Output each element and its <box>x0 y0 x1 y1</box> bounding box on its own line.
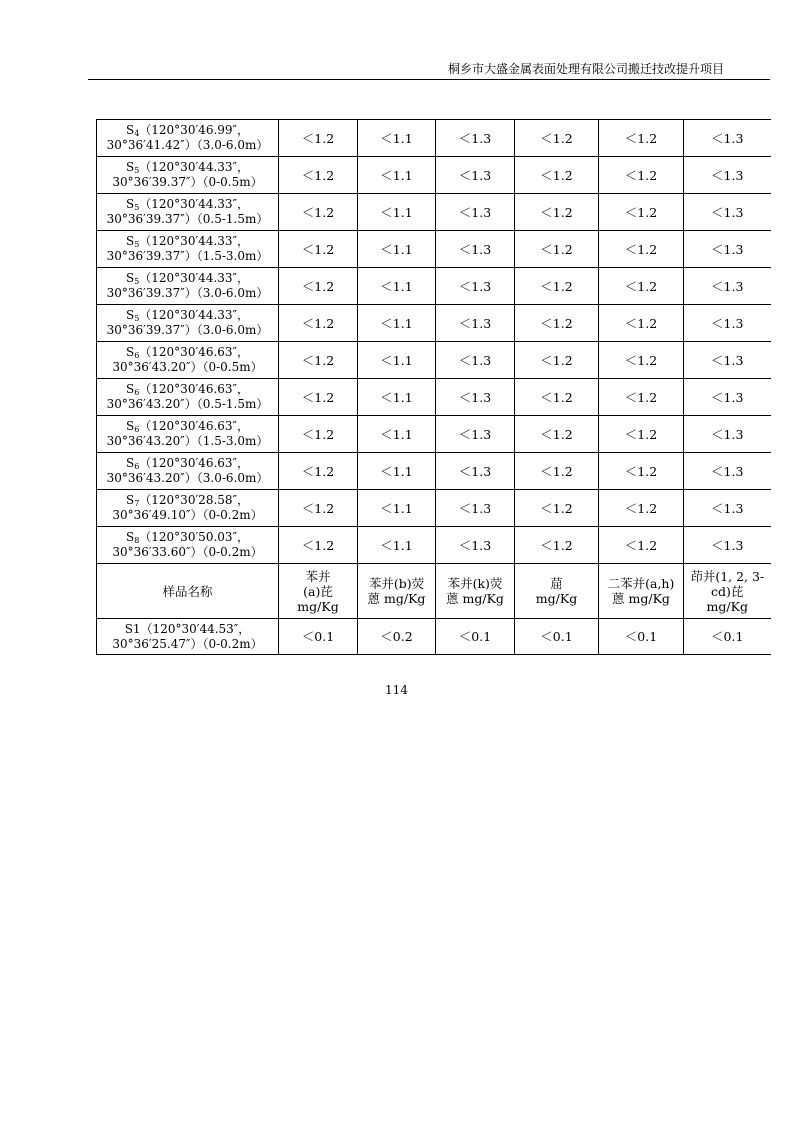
sample-coordinate-east: （120°30′46.63″， <box>139 456 250 470</box>
sample-location-line1 <box>97 123 278 138</box>
value-cell: ＜1.3 <box>684 120 771 157</box>
sample-id: S <box>125 456 135 470</box>
sample-id-subscript: 5 <box>134 166 140 175</box>
sample-location-line1 <box>97 530 278 545</box>
sample-id: S <box>125 271 135 285</box>
value-cell: ＜1.2 <box>599 120 684 157</box>
value-cell: ＜1.3 <box>436 453 515 490</box>
sample-coordinate-east: （120°30′44.33″， <box>139 271 250 285</box>
value-cell: ＜1.2 <box>279 416 358 453</box>
value-cell: ＜1.3 <box>436 416 515 453</box>
sample-coordinate-east: （120°30′50.03″， <box>139 530 250 544</box>
column-header-row <box>97 564 771 619</box>
table-row <box>97 268 771 305</box>
table-row <box>97 490 771 527</box>
value-cell: ＜1.2 <box>279 120 358 157</box>
value-cell: ＜1.3 <box>436 231 515 268</box>
table-row <box>97 619 771 655</box>
value-cell: ＜1.3 <box>436 268 515 305</box>
sample-location-line1 <box>97 382 278 397</box>
column-header <box>515 564 599 619</box>
page-header <box>88 57 770 80</box>
table-row <box>97 342 771 379</box>
sample-location-line2: 30°36′41.42″）（3.0-6.0m） <box>106 138 269 152</box>
value-cell: ＜1.3 <box>436 527 515 564</box>
column-header-line: 蒽 mg/Kg <box>446 591 504 606</box>
column-header-line: mg/Kg <box>706 598 748 614</box>
sample-location-cell <box>97 619 279 655</box>
value-cell: ＜1.3 <box>684 527 771 564</box>
column-header <box>684 564 771 619</box>
sample-location-line1 <box>97 197 278 212</box>
value-cell: ＜1.2 <box>279 305 358 342</box>
sample-id-subscript: 5 <box>134 240 140 249</box>
column-header-line: 二苯并(a,h) <box>607 576 675 591</box>
sample-location-cell <box>97 490 279 527</box>
sample-id: S <box>125 197 135 211</box>
sample-coordinate-east: （120°30′28.58″， <box>139 493 250 507</box>
value-cell: ＜1.2 <box>279 268 358 305</box>
sample-coordinate-east: （120°30′44.33″， <box>139 234 250 248</box>
sample-location-cell <box>97 527 279 564</box>
sample-id-subscript: 6 <box>134 351 140 360</box>
value-cell: ＜1.3 <box>684 157 771 194</box>
value-cell: ＜1.2 <box>599 268 684 305</box>
results-table <box>96 119 771 655</box>
value-cell: ＜1.1 <box>358 379 436 416</box>
sample-location-cell <box>97 120 279 157</box>
table-row <box>97 157 771 194</box>
value-cell: ＜1.2 <box>279 194 358 231</box>
sample-name-header: 样品名称 <box>97 564 279 619</box>
sample-location-line2: 30°36′43.20″）（0-0.5m） <box>112 360 263 374</box>
value-cell: ＜1.3 <box>684 490 771 527</box>
table-row <box>97 194 771 231</box>
value-cell: ＜1.2 <box>599 231 684 268</box>
sample-location-line2: 30°36′43.20″）（0.5-1.5m） <box>106 397 269 411</box>
column-header <box>599 564 684 619</box>
value-cell: ＜0.2 <box>358 619 436 655</box>
sample-id-subscript: 6 <box>134 462 140 471</box>
value-cell: ＜1.1 <box>358 268 436 305</box>
value-cell: ＜1.3 <box>684 305 771 342</box>
column-header-line: mg/Kg <box>535 591 578 606</box>
sample-coordinate-east: （120°30′46.63″， <box>139 419 250 433</box>
sample-location-line1 <box>97 160 278 175</box>
sample-coordinate-east: （120°30′44.33″， <box>139 160 250 174</box>
value-cell: ＜1.1 <box>358 305 436 342</box>
value-cell: ＜1.3 <box>684 268 771 305</box>
sample-location-line2: 30°36′39.37″）（1.5-3.0m） <box>106 249 269 263</box>
sample-location-line1 <box>97 493 278 508</box>
sample-location-cell <box>97 231 279 268</box>
sample-location-line1 <box>97 308 278 323</box>
value-cell: ＜1.2 <box>599 194 684 231</box>
value-cell: ＜1.3 <box>436 194 515 231</box>
table-row <box>97 416 771 453</box>
table-row <box>97 527 771 564</box>
value-cell: ＜1.1 <box>358 342 436 379</box>
column-header <box>358 564 436 619</box>
sample-location-cell <box>97 268 279 305</box>
sample-id: S <box>125 123 135 137</box>
sample-id-subscript: 5 <box>134 314 140 323</box>
column-header-line: 茚并(1, 2, 3- <box>690 568 765 584</box>
column-header-line: 蒽 mg/Kg <box>612 591 670 606</box>
value-cell: ＜0.1 <box>599 619 684 655</box>
sample-location-line1 <box>97 234 278 249</box>
value-cell: ＜1.2 <box>599 416 684 453</box>
sample-location-line2: 30°36′39.37″）（3.0-6.0m） <box>106 286 269 300</box>
value-cell: ＜1.3 <box>684 194 771 231</box>
value-cell: ＜1.2 <box>599 527 684 564</box>
value-cell: ＜1.2 <box>279 231 358 268</box>
sample-location-line2: 30°36′43.20″）（1.5-3.0m） <box>106 434 269 448</box>
table-body <box>97 120 771 655</box>
sample-location-line1: S1（120°30′44.53″， <box>124 621 251 636</box>
value-cell: ＜1.3 <box>684 416 771 453</box>
value-cell: ＜1.2 <box>515 305 599 342</box>
sample-id-subscript: 8 <box>134 536 140 545</box>
value-cell: ＜1.2 <box>515 453 599 490</box>
value-cell: ＜1.2 <box>279 379 358 416</box>
table-row <box>97 379 771 416</box>
sample-id-subscript: 7 <box>134 499 140 508</box>
sample-location-cell <box>97 453 279 490</box>
sample-location-cell <box>97 416 279 453</box>
table-row <box>97 231 771 268</box>
sample-location-line1 <box>97 419 278 434</box>
value-cell: ＜1.2 <box>279 157 358 194</box>
value-cell: ＜1.1 <box>358 157 436 194</box>
value-cell: ＜1.3 <box>436 379 515 416</box>
value-cell: ＜1.1 <box>358 194 436 231</box>
sample-location-cell <box>97 305 279 342</box>
value-cell: ＜1.2 <box>515 416 599 453</box>
sample-id-subscript: 4 <box>134 129 140 138</box>
value-cell: ＜1.1 <box>358 527 436 564</box>
column-header <box>436 564 515 619</box>
sample-location-line2: 30°36′43.20″）（3.0-6.0m） <box>106 471 269 485</box>
column-header-line: cd)芘 <box>711 583 744 599</box>
value-cell: ＜1.3 <box>684 453 771 490</box>
value-cell: ＜1.2 <box>515 231 599 268</box>
value-cell: ＜1.1 <box>358 231 436 268</box>
column-header <box>279 564 358 619</box>
header-title: 桐乡市大盛金属表面处理有限公司搬迁技改提升项目 <box>447 62 724 76</box>
value-cell: ＜1.3 <box>436 490 515 527</box>
sample-id: S <box>125 160 135 174</box>
value-cell: ＜1.2 <box>599 490 684 527</box>
sample-location-cell <box>97 157 279 194</box>
value-cell: ＜1.3 <box>436 157 515 194</box>
value-cell: ＜1.2 <box>515 194 599 231</box>
table-row <box>97 120 771 157</box>
value-cell: ＜1.2 <box>599 157 684 194</box>
value-cell: ＜1.3 <box>436 120 515 157</box>
sample-id: S <box>125 419 135 433</box>
sample-location-line2: 30°36′39.37″）（0-0.5m） <box>112 175 263 189</box>
value-cell: ＜1.2 <box>515 157 599 194</box>
column-header-line: (a)芘 <box>303 583 333 599</box>
sample-location-line2: 30°36′33.60″）（0-0.2m） <box>112 545 263 559</box>
value-cell: ＜1.2 <box>599 342 684 379</box>
sample-coordinate-east: （120°30′46.63″， <box>139 345 250 359</box>
sample-location-line2: 30°36′25.47″）（0-0.2m） <box>112 636 263 651</box>
column-header-line: 䓛 <box>550 576 563 591</box>
value-cell: ＜1.1 <box>358 416 436 453</box>
column-header-line: 蒽 mg/Kg <box>367 591 426 606</box>
sample-location-line1 <box>97 271 278 286</box>
sample-location-cell <box>97 379 279 416</box>
value-cell: ＜1.2 <box>599 305 684 342</box>
value-cell: ＜1.3 <box>684 379 771 416</box>
value-cell: ＜1.3 <box>684 231 771 268</box>
sample-id: S <box>125 493 135 507</box>
value-cell: ＜1.2 <box>515 490 599 527</box>
value-cell: ＜1.2 <box>515 120 599 157</box>
sample-id: S <box>125 308 135 322</box>
value-cell: ＜1.2 <box>515 379 599 416</box>
value-cell: ＜1.1 <box>358 453 436 490</box>
sample-id: S <box>125 530 135 544</box>
value-cell: ＜0.1 <box>684 619 771 655</box>
value-cell: ＜0.1 <box>279 619 358 655</box>
sample-coordinate-east: （120°30′46.99″， <box>139 123 250 137</box>
column-header-line: 苯并 <box>305 568 331 584</box>
sample-id-subscript: 5 <box>134 277 140 286</box>
value-cell: ＜1.2 <box>515 342 599 379</box>
value-cell: ＜1.1 <box>358 120 436 157</box>
value-cell: ＜1.2 <box>279 453 358 490</box>
sample-id-subscript: 5 <box>134 203 140 212</box>
value-cell: ＜1.3 <box>436 305 515 342</box>
sample-location-line2: 30°36′49.10″）（0-0.2m） <box>112 508 263 522</box>
sample-location-line1 <box>97 345 278 360</box>
column-header-line: mg/Kg <box>297 598 339 614</box>
value-cell: ＜0.1 <box>436 619 515 655</box>
value-cell: ＜1.2 <box>279 490 358 527</box>
value-cell: ＜1.2 <box>515 268 599 305</box>
page-number: 114 <box>385 683 408 697</box>
sample-location-cell <box>97 342 279 379</box>
sample-id: S <box>125 345 135 359</box>
column-header-line: 苯并(b)荧 <box>368 576 425 591</box>
sample-coordinate-east: （120°30′44.33″， <box>139 308 250 322</box>
sample-id: S <box>125 382 135 396</box>
sample-id-subscript: 6 <box>134 388 140 397</box>
sample-location-line1 <box>97 456 278 471</box>
sample-id: S <box>125 234 135 248</box>
value-cell: ＜0.1 <box>515 619 599 655</box>
sample-coordinate-east: （120°30′46.63″， <box>139 382 250 396</box>
value-cell: ＜1.3 <box>684 342 771 379</box>
column-header-line: 苯并(k)荧 <box>447 576 503 591</box>
sample-location-cell <box>97 194 279 231</box>
value-cell: ＜1.2 <box>279 342 358 379</box>
sample-location-line2: 30°36′39.37″）（3.0-6.0m） <box>106 323 269 337</box>
value-cell: ＜1.2 <box>599 453 684 490</box>
table-row <box>97 305 771 342</box>
value-cell: ＜1.3 <box>436 342 515 379</box>
table-row <box>97 453 771 490</box>
value-cell: ＜1.2 <box>515 527 599 564</box>
value-cell: ＜1.1 <box>358 490 436 527</box>
value-cell: ＜1.2 <box>599 379 684 416</box>
sample-location-line2: 30°36′39.37″）（0.5-1.5m） <box>106 212 269 226</box>
sample-id-subscript: 6 <box>134 425 140 434</box>
sample-coordinate-east: （120°30′44.33″， <box>139 197 250 211</box>
value-cell: ＜1.2 <box>279 527 358 564</box>
